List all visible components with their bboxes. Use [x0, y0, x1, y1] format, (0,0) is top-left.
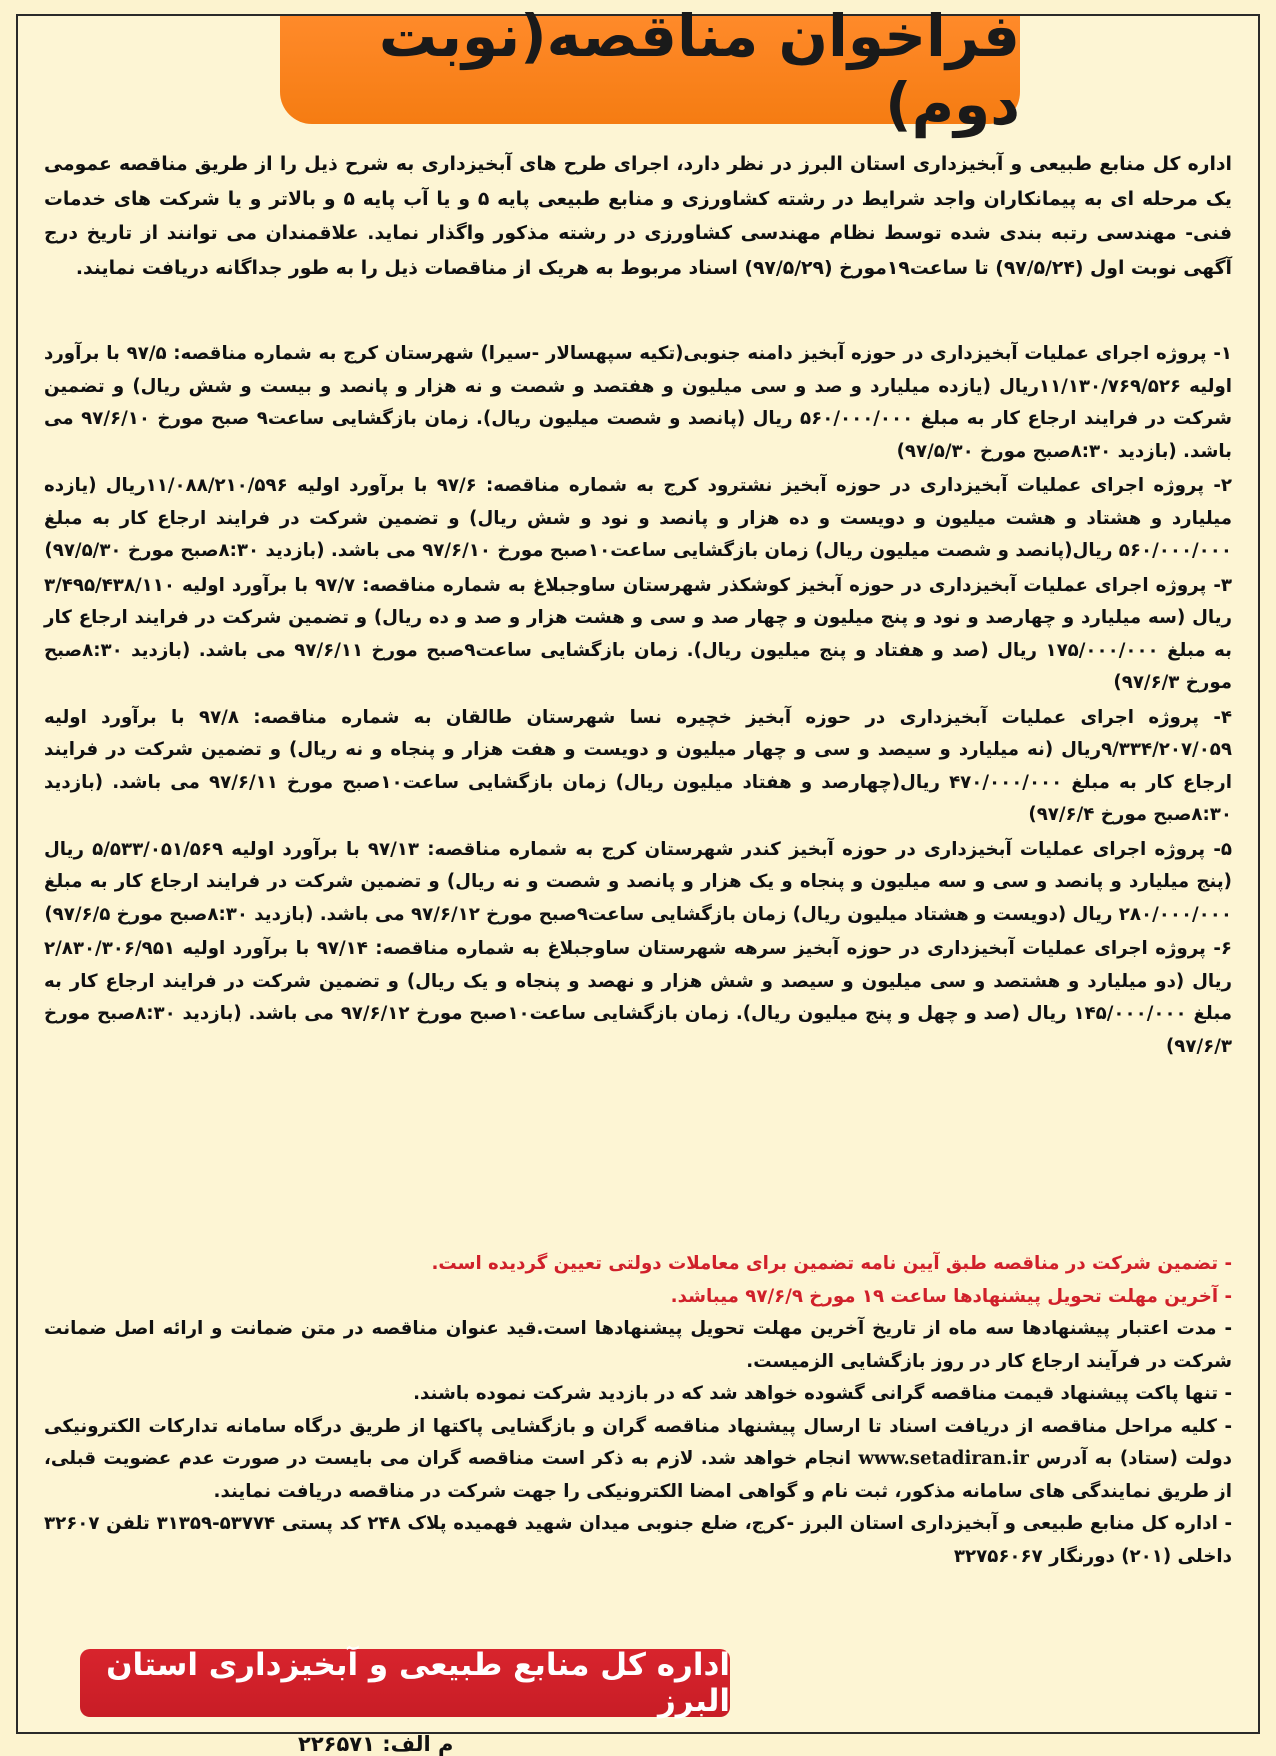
footer-organization: اداره کل منابع طبیعی و آبخیزداری استان البرز [106, 1647, 730, 1719]
validity-note: - مدت اعتبار پیشنهادها سه ماه از تاریخ آخرین مهلت تحویل پیشنهادها است.قید عنوان مناقصه در متن ضمانت و ارائه اصل ضمانت شرکت در فرآیند ارجاع کار در روز بازگشایی الزمیست. [44, 1318, 1232, 1372]
title-banner [280, 2, 1020, 138]
tender-item-5: ۵- پروژه اجرای عملیات آبخیزداری در حوزه آبخیز کندر شهرستان کرج به شماره مناقصه: ۹۷/۱۳ با برآورد اولیه ۵/۵۳۳/۰۵۱/۵۶۹ ریال (پنج میلیارد و پانصد و سی و سه میلیون و پنجاه و یک هزار و پانصد و شصت و نه ریال) و تضمین شرکت در فرایند ارجاع کار به مبلغ ۲۸۰/۰۰۰/۰۰۰ ریال (دویست و هشتاد میلیون ریال) زمان بازگشایی ساعت۹صبح مورخ ۹۷/۶/۱۲ می باشد. (بازدید ۸:۳۰صبح مورخ ۹۷/۶/۵) [44, 838, 1232, 925]
tender-item-3: ۳- پروژه اجرای عملیات آبخیزداری در حوزه آبخیز کوشکذر شهرستان ساوجبلاغ به شماره مناقصه: ۹۷/۷ با برآورد اولیه ۳/۴۹۵/۴۳۸/۱۱۰ ریال (سه میلیارد و چهارصد و نود و پنج میلیون و چهار صد و سی و هشت هزار و صد و ده ریال) و تضمین شرکت در فرایند ارجاع کار به مبلغ ۱۷۵/۰۰۰/۰۰۰ ریال (صد و هفتاد و پنج میلیون ریال). زمان بازگشایی ساعت۹صبح مورخ ۹۷/۶/۱۱ می باشد. (بازدید ۸:۳۰صبح مورخ ۹۷/۶/۳) [44, 574, 1233, 693]
tender-list [44, 338, 1232, 1065]
setad-note-text-2: انجام خواهد شد. لازم به ذکر است مناقصه گران می بایست در صورت عدم عضویت قبلی، از طریق نمایندگی های سامانه مذکور، ثبت نام و گواهی امضا الکترونیکی را جهت شرکت در مناقصه دریافت نمایند. [44, 1448, 1232, 1502]
setad-note-text: - کلیه مراحل مناقصه از دریافت اسناد تا ارسال پیشنهاد مناقصه گران و بازگشایی پاکتها از طریق درگاه سامانه تدارکات الکترونیکی دولت (ستاد) به آدرس [44, 1415, 1232, 1469]
tender-item-1: ۱- پروژه اجرای عملیات آبخیزداری در حوزه آبخیز دامنه جنوبی(تکیه سپهسالار -سیرا) شهرستان کرج به شماره مناقصه: ۹۷/۵ با برآورد اولیه ۱۱/۱۳۰/۷۶۹/۵۲۶ریال (یازده میلیارد و صد و سی میلیون و هفتصد و شصت و نه هزار و پانصد و بیست و شش ریال) و تضمین شرکت در فرایند ارجاع کار به مبلغ ۵۶۰/۰۰۰/۰۰۰ ریال (پانصد و شصت میلیون ریال). زمان بازگشایی ساعت۹ صبح مورخ ۹۷/۶/۱۰ می باشد. (بازدید ۸:۳۰صبح مورخ ۹۷/۵/۳۰) [44, 343, 1233, 462]
tender-item-6: ۶- پروژه اجرای عملیات آبخیزداری در حوزه آبخیز سرهه شهرستان ساوجبلاغ به شماره مناقصه: ۹۷/۱۴ با برآورد اولیه ۲/۸۳۰/۳۰۶/۹۵۱ ریال (دو میلیارد و هشتصد و سی میلیون و سیصد و شش هزار و نهصد و پنجاه و یک ریال) و تضمین شرکت در فرایند ارجاع کار به مبلغ ۱۴۵/۰۰۰/۰۰۰ ریال (صد و چهل و پنج میلیون ریال). زمان بازگشایی ساعت۱۰صبح مورخ ۹۷/۶/۱۲ می باشد. (بازدید ۸:۳۰صبح مورخ ۹۷/۶/۳) [44, 938, 1233, 1057]
deadline-note: - آخرین مهلت تحویل پیشنهادها ساعت ۱۹ مورخ ۹۷/۶/۹ میباشد. [670, 1285, 1232, 1307]
page-title: فراخوان مناقصه(نوبت دوم) [378, 2, 1020, 138]
tender-item-2: ۲- پروژه اجرای عملیات آبخیزداری در حوزه آبخیز نشترود کرج به شماره مناقصه: ۹۷/۶ با برآورد اولیه ۱۱/۰۸۸/۲۱۰/۵۹۶ریال (یازده میلیارد و هشتاد و هشت میلیون و دویست و ده هزار و پانصد و نود و شش ریال) و تضمین شرکت در فرایند ارجاع کار به مبلغ ۵۶۰/۰۰۰/۰۰۰ ریال(پانصد و شصت میلیون ریال) زمان بازگشایی ساعت۱۰صبح مورخ ۹۷/۶/۱۰ می باشد. (بازدید ۸:۳۰صبح مورخ ۹۷/۵/۳۰) [44, 475, 1232, 561]
setad-url-link[interactable]: www.setadiran.ir [858, 1448, 1029, 1469]
opening-note: - تنها پاکت پیشنهاد قیمت مناقصه گرانی گشوده خواهد شد که در بازدید شرکت نموده باشند. [413, 1383, 1232, 1404]
intro-paragraph: اداره کل منابع طبیعی و آبخیزداری استان البرز در نظر دارد، اجرای طرح های آبخیزداری به شرح ذیل را از طریق مناقصه عمومی یک مرحله ای به پیمانکاران واجد شرایط در رشته کشاورزی و منابع طبیعی پایه ۵ و یا آب پایه ۵ و بالاتر و یا شرکت های خدمات فنی- مهندسی رتبه بندی شده توسط نظام مهندسی کشاورزی در رشته مذکور واگذار نماید. علاقمندان می توانند از تاریخ درج آگهی نوبت اول (۹۷/۵/۲۴) تا ساعت۱۹مورخ (۹۷/۵/۲۹) اسناد مربوط به هریک از مناقصات ذیل را به طور جداگانه دریافت نمایند. [44, 154, 1232, 279]
reference-number: م الف: ۲۲۶۵۷۱ [298, 1732, 454, 1756]
setad-note [44, 1411, 1232, 1509]
footer-banner [80, 1649, 730, 1717]
tender-advertisement [16, 2, 1260, 1756]
address-note: - اداره کل منابع طبیعی و آبخیزداری استان البرز -کرج، ضلع جنوبی میدان شهید فهمیده پلاک ۲۴۸ کد پستی ۵۳۷۷۴-۳۱۳۵۹ تلفن ۳۲۶۰۷ داخلی (۲۰۱) دورنگار ۳۲۷۵۶۰۶۷ [44, 1513, 1233, 1567]
tender-item-4: ۴- پروژه اجرای عملیات آبخیزداری در حوزه آبخیز خچیره نسا شهرستان طالقان به شماره مناقصه: ۹۷/۸ با برآورد اولیه ۹/۳۳۴/۲۰۷/۰۵۹ریال (نه میلیارد و سیصد و سی و چهار میلیون و دویست و هفت هزار و پنجاه و نه ریال) و تضمین شرکت در فرایند ارجاع کار به مبلغ ۴۷۰/۰۰۰/۰۰۰ ریال(چهارصد و هفتاد میلیون ریال) زمان بازگشایی ساعت۱۰صبح مورخ ۹۷/۶/۱۱ می باشد. (بازدید ۸:۳۰صبح مورخ ۹۷/۶/۴) [44, 706, 1232, 825]
conditions-list [44, 1248, 1232, 1573]
guarantee-note: - تضمین شرکت در مناقصه طبق آیین نامه تضمین برای معاملات دولتی تعیین گردیده است. [431, 1253, 1232, 1274]
